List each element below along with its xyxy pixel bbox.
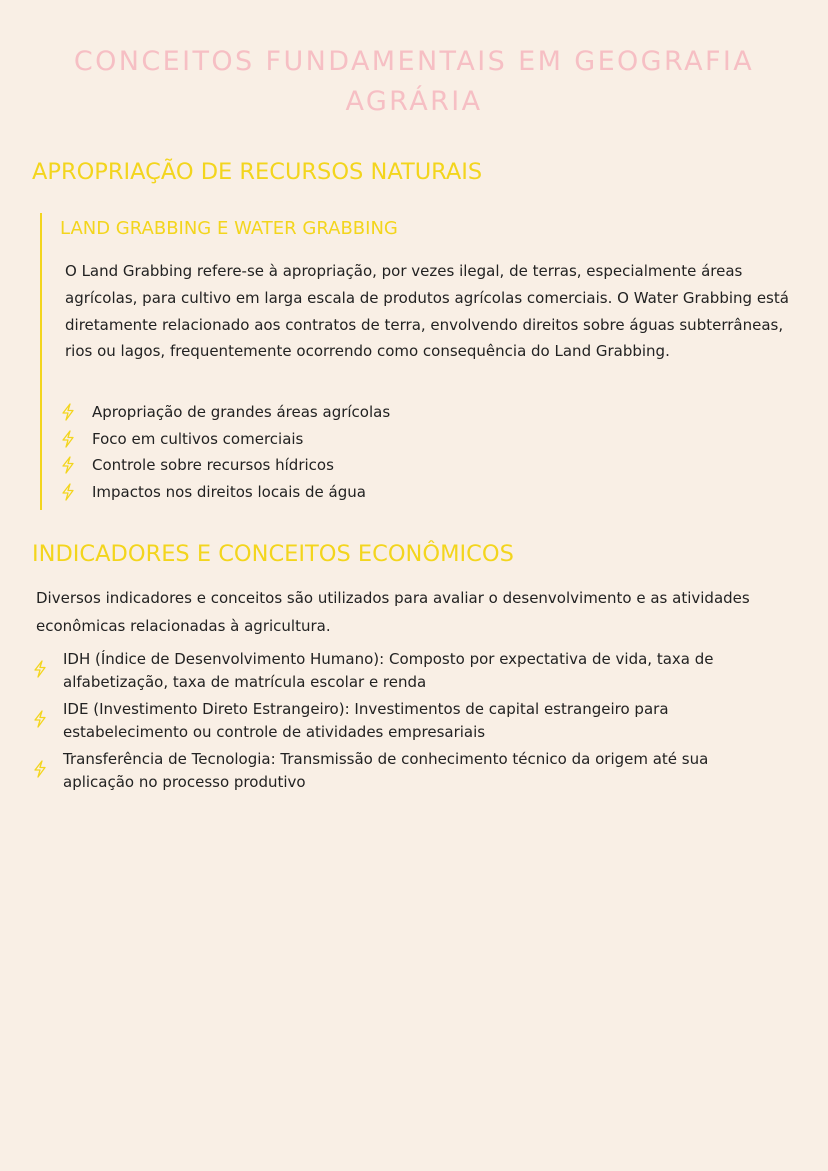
section-heading-natural-resources: APROPRIAÇÃO DE RECURSOS NATURAIS	[32, 159, 483, 185]
lightning-bolt-icon	[60, 403, 76, 421]
lightning-bolt-icon	[32, 760, 48, 778]
section-intro-paragraph: Diversos indicadores e conceitos são utilizados para avaliar o desenvolvimento e as atividades econômicas relacionadas à agricultura.	[36, 589, 750, 635]
lightning-bolt-icon	[60, 483, 76, 501]
list-item	[32, 648, 762, 694]
list-item	[60, 399, 390, 426]
list-item-text: Transferência de Tecnologia: Transmissão de conhecimento técnico da origem até sua aplicação no processo produtivo	[63, 750, 709, 791]
list-item-text: Controle sobre recursos hídricos	[92, 456, 334, 474]
list-item-text: Foco em cultivos comerciais	[92, 429, 304, 448]
list-item-text: IDE (Investimento Direto Estrangeiro): Investimentos de capital estrangeiro para estabelecimento ou controle de atividades empresariais	[63, 700, 669, 741]
list-item	[32, 698, 762, 744]
lightning-bolt-icon	[60, 430, 76, 448]
list-item-text: IDH (Índice de Desenvolvimento Humano): Composto por expectativa de vida, taxa de alfabetização, taxa de matrícula escolar e renda	[63, 650, 714, 691]
subsection-land-water-grabbing	[40, 213, 802, 510]
list-item-text: Apropriação de grandes áreas agrícolas	[92, 403, 391, 421]
indicator-list	[32, 648, 762, 798]
subsection-paragraph: O Land Grabbing refere-se à apropriação, por vezes ilegal, de terras, especialmente áreas agrícolas, para cultivo em larga escala de produtos agrícolas comerciais. O Water Grabbing está diretamente relacionado aos contratos de terra, envolvendo direitos sobre águas subterrâneas, rios ou lagos, frequentemente ocorrendo como consequência do Land Grabbing.	[65, 262, 789, 361]
section-heading-economic-indicators: INDICADORES E CONCEITOS ECONÔMICOS	[32, 541, 514, 567]
subsection-heading: LAND GRABBING E WATER GRABBING	[60, 218, 398, 239]
list-item	[60, 452, 390, 479]
page-title: CONCEITOS FUNDAMENTAIS EM GEOGRAFIA AGRÁRIA	[73, 46, 755, 117]
list-item	[32, 748, 762, 794]
lightning-bolt-icon	[32, 660, 48, 678]
lightning-bolt-icon	[60, 456, 76, 474]
list-item	[60, 426, 390, 453]
lightning-bolt-icon	[32, 710, 48, 728]
grabbing-bullet-list	[60, 399, 390, 505]
list-item	[60, 479, 390, 506]
list-item-text: Impactos nos direitos locais de água	[92, 482, 366, 501]
